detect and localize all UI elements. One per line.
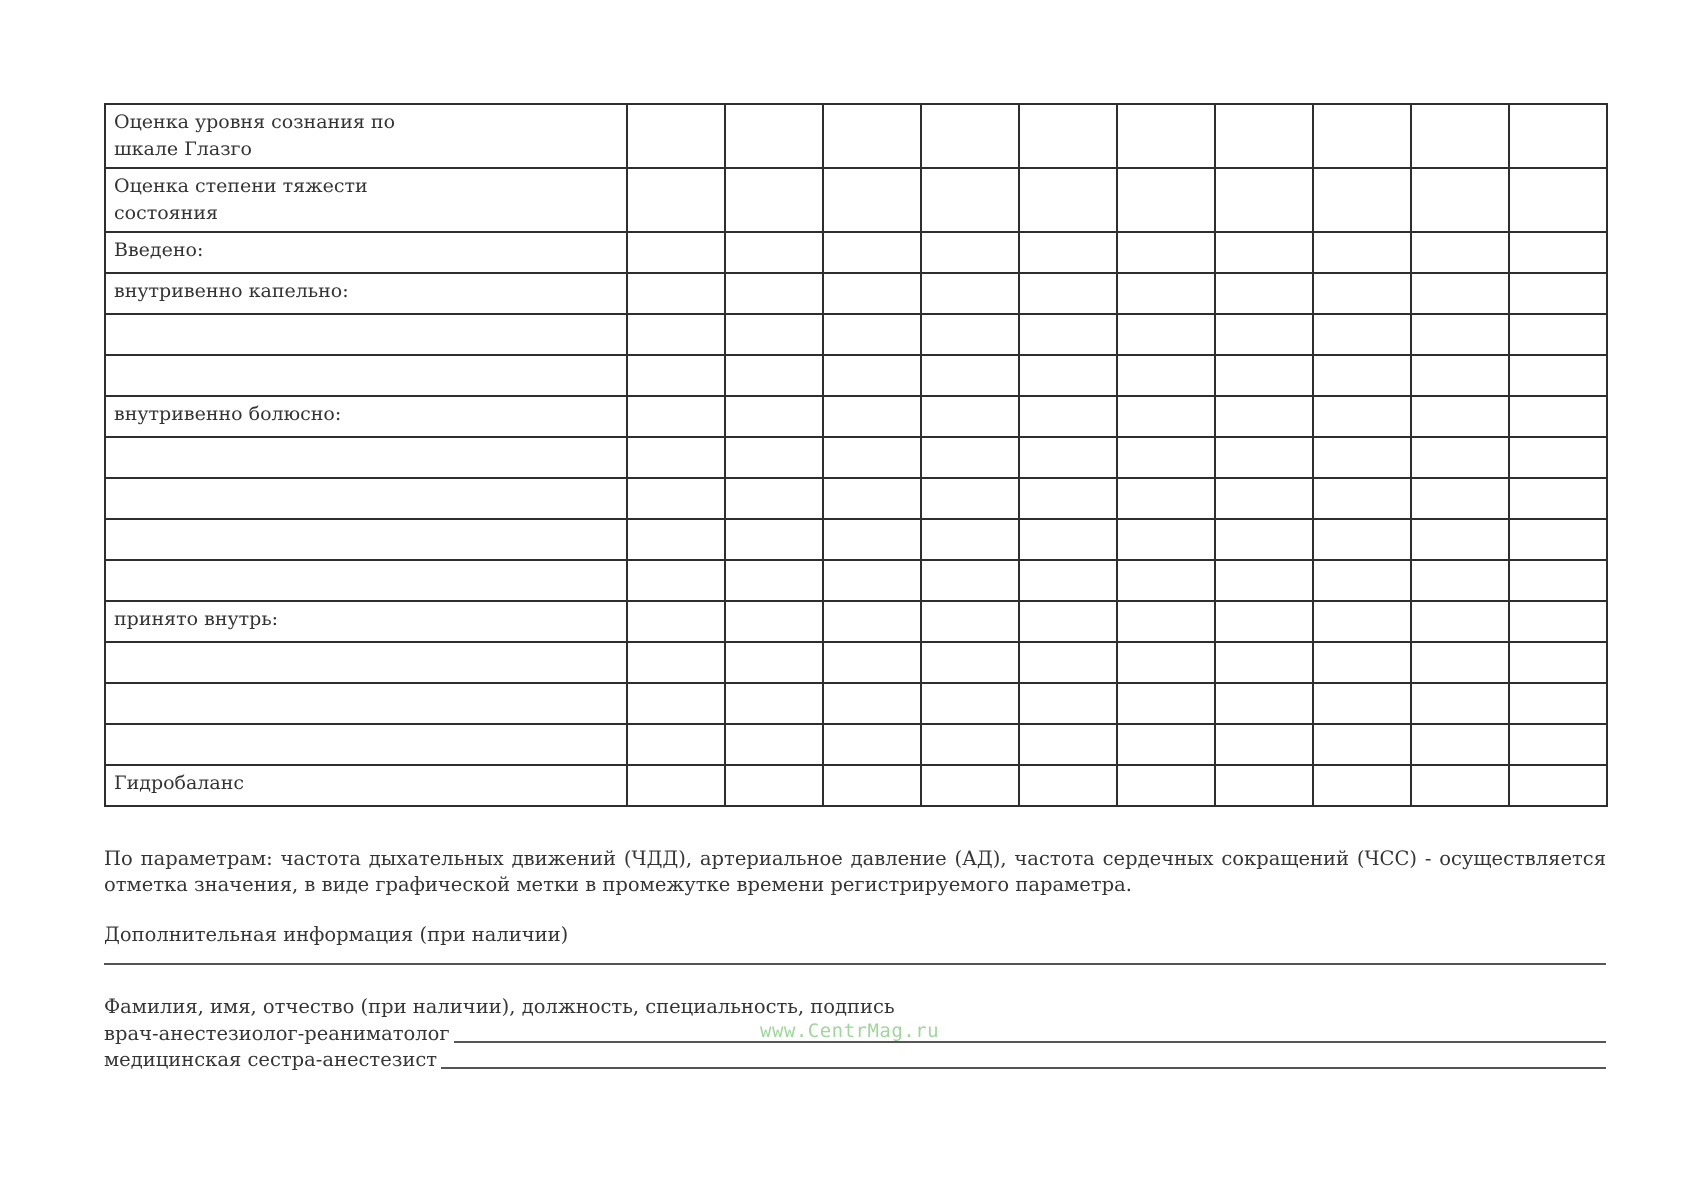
entry-cell[interactable] — [627, 601, 725, 642]
entry-cell[interactable] — [921, 601, 1019, 642]
entry-cell[interactable] — [1313, 104, 1411, 168]
entry-cell[interactable] — [921, 765, 1019, 806]
watermark: www.CentrMag.ru — [760, 1020, 940, 1042]
row-label-line: Оценка уровня сознания по — [114, 111, 396, 133]
row-label — [105, 560, 627, 601]
entry-cell[interactable] — [1019, 355, 1117, 396]
entry-cell[interactable] — [823, 519, 921, 560]
entry-cell[interactable] — [1509, 168, 1607, 232]
row-label-line: Гидробаланс — [114, 772, 245, 794]
entry-cell[interactable] — [1509, 519, 1607, 560]
entry-cell[interactable] — [1411, 683, 1509, 724]
entry-cell[interactable] — [627, 437, 725, 478]
entry-cell[interactable] — [1411, 232, 1509, 273]
entry-cell[interactable] — [1411, 437, 1509, 478]
entry-cell[interactable] — [823, 168, 921, 232]
doctor-signature-line[interactable] — [454, 1041, 1606, 1043]
table-row — [105, 519, 1607, 560]
entry-cell[interactable] — [1411, 273, 1509, 314]
entry-cell[interactable] — [627, 273, 725, 314]
entry-cell[interactable] — [1313, 642, 1411, 683]
entry-cell[interactable] — [1215, 314, 1313, 355]
entry-cell[interactable] — [1019, 168, 1117, 232]
entry-cell[interactable] — [1117, 478, 1215, 519]
entry-cell[interactable] — [1117, 683, 1215, 724]
table-row — [105, 724, 1607, 765]
entry-cell[interactable] — [1313, 724, 1411, 765]
entry-cell[interactable] — [627, 642, 725, 683]
entry-cell[interactable] — [1215, 724, 1313, 765]
entry-cell[interactable] — [1509, 396, 1607, 437]
entry-cell[interactable] — [1019, 765, 1117, 806]
entry-cell[interactable] — [1019, 396, 1117, 437]
entry-cell[interactable] — [1117, 396, 1215, 437]
entry-cell[interactable] — [1117, 314, 1215, 355]
entry-cell[interactable] — [921, 724, 1019, 765]
entry-cell[interactable] — [1019, 519, 1117, 560]
nurse-signature-label: медицинская сестра-анестезист — [104, 1048, 438, 1071]
entry-cell[interactable] — [1509, 560, 1607, 601]
entry-cell[interactable] — [627, 683, 725, 724]
doctor-signature-label: врач-анестезиолог-реаниматолог — [104, 1022, 450, 1045]
entry-cell[interactable] — [1215, 642, 1313, 683]
entry-cell[interactable] — [1313, 683, 1411, 724]
table-row — [105, 478, 1607, 519]
row-label — [105, 765, 627, 806]
entry-cell[interactable] — [1215, 560, 1313, 601]
entry-cell[interactable] — [1313, 560, 1411, 601]
entry-cell[interactable] — [725, 683, 823, 724]
table-row — [105, 314, 1607, 355]
entry-cell[interactable] — [725, 355, 823, 396]
row-label-line: принято внутрь: — [114, 608, 279, 630]
entry-cell[interactable] — [1019, 601, 1117, 642]
parameters-note: По параметрам: частота дыхательных движений (ЧДД), артериальное давление (АД), частота сердечных сокращений (ЧСС) - осуществляется отметка значения, в виде графической метки в промежутке времени регистрируемого параметра. — [104, 847, 1606, 896]
entry-cell[interactable] — [823, 314, 921, 355]
table-row — [105, 560, 1607, 601]
entry-cell[interactable] — [1117, 232, 1215, 273]
entry-cell[interactable] — [823, 765, 921, 806]
entry-cell[interactable] — [823, 642, 921, 683]
entry-cell[interactable] — [823, 437, 921, 478]
entry-cell[interactable] — [1509, 478, 1607, 519]
entry-cell[interactable] — [627, 232, 725, 273]
entry-cell[interactable] — [1411, 724, 1509, 765]
entry-cell[interactable] — [725, 396, 823, 437]
entry-cell[interactable] — [1117, 724, 1215, 765]
table-row — [105, 683, 1607, 724]
entry-cell[interactable] — [725, 765, 823, 806]
entry-cell[interactable] — [725, 724, 823, 765]
entry-cell[interactable] — [1509, 273, 1607, 314]
entry-cell[interactable] — [1117, 168, 1215, 232]
table-row — [105, 232, 1607, 273]
entry-cell[interactable] — [1117, 437, 1215, 478]
entry-cell[interactable] — [823, 232, 921, 273]
entry-cell[interactable] — [921, 273, 1019, 314]
row-label — [105, 273, 627, 314]
entry-cell[interactable] — [627, 765, 725, 806]
entry-cell[interactable] — [823, 724, 921, 765]
entry-cell[interactable] — [1411, 765, 1509, 806]
entry-cell[interactable] — [1215, 683, 1313, 724]
entry-cell[interactable] — [1509, 314, 1607, 355]
entry-cell[interactable] — [1215, 601, 1313, 642]
entry-cell[interactable] — [725, 437, 823, 478]
entry-cell[interactable] — [921, 560, 1019, 601]
entry-cell[interactable] — [1215, 273, 1313, 314]
row-label — [105, 232, 627, 273]
entry-cell[interactable] — [1215, 519, 1313, 560]
entry-cell[interactable] — [725, 273, 823, 314]
entry-cell[interactable] — [1117, 355, 1215, 396]
entry-cell[interactable] — [921, 168, 1019, 232]
entry-cell[interactable] — [725, 314, 823, 355]
table-row — [105, 104, 1607, 168]
additional-info-label: Дополнительная информация (при наличии) — [104, 923, 569, 946]
entry-cell[interactable] — [1019, 724, 1117, 765]
entry-cell[interactable] — [921, 104, 1019, 168]
entry-cell[interactable] — [725, 478, 823, 519]
entry-cell[interactable] — [1509, 765, 1607, 806]
entry-cell[interactable] — [1411, 104, 1509, 168]
entry-cell[interactable] — [1509, 355, 1607, 396]
table-row — [105, 355, 1607, 396]
nurse-signature-row — [104, 1047, 1606, 1073]
row-label-line: состояния — [114, 202, 218, 224]
entry-cell[interactable] — [1117, 642, 1215, 683]
entry-cell[interactable] — [1117, 273, 1215, 314]
row-label-line: шкале Глазго — [114, 138, 252, 160]
entry-cell[interactable] — [627, 355, 725, 396]
entry-cell[interactable] — [823, 396, 921, 437]
entry-cell[interactable] — [1117, 560, 1215, 601]
entry-cell[interactable] — [627, 104, 725, 168]
entry-cell[interactable] — [823, 273, 921, 314]
row-label — [105, 104, 627, 168]
entry-cell[interactable] — [1313, 273, 1411, 314]
entry-cell[interactable] — [1411, 355, 1509, 396]
entry-cell[interactable] — [1313, 601, 1411, 642]
entry-cell[interactable] — [627, 168, 725, 232]
entry-cell[interactable] — [921, 437, 1019, 478]
entry-cell[interactable] — [627, 396, 725, 437]
row-label — [105, 519, 627, 560]
entry-cell[interactable] — [1411, 478, 1509, 519]
table-row — [105, 642, 1607, 683]
entry-cell[interactable] — [1509, 104, 1607, 168]
entry-cell[interactable] — [1117, 104, 1215, 168]
entry-cell[interactable] — [1411, 314, 1509, 355]
entry-cell[interactable] — [921, 683, 1019, 724]
entry-cell[interactable] — [823, 104, 921, 168]
table-row — [105, 437, 1607, 478]
entry-cell[interactable] — [1411, 519, 1509, 560]
entry-cell[interactable] — [1411, 642, 1509, 683]
entry-cell[interactable] — [1019, 273, 1117, 314]
entry-cell[interactable] — [1019, 104, 1117, 168]
entry-cell[interactable] — [823, 683, 921, 724]
entry-cell[interactable] — [1313, 355, 1411, 396]
entry-cell[interactable] — [1019, 683, 1117, 724]
entry-cell[interactable] — [725, 104, 823, 168]
entry-cell[interactable] — [627, 314, 725, 355]
entry-cell[interactable] — [1215, 232, 1313, 273]
entry-cell[interactable] — [1215, 168, 1313, 232]
entry-cell[interactable] — [1215, 765, 1313, 806]
row-label-line: внутривенно болюсно: — [114, 403, 342, 425]
monitoring-table — [104, 103, 1608, 807]
entry-cell[interactable] — [921, 519, 1019, 560]
entry-cell[interactable] — [823, 560, 921, 601]
entry-cell[interactable] — [823, 478, 921, 519]
entry-cell[interactable] — [1411, 601, 1509, 642]
entry-cell[interactable] — [1117, 601, 1215, 642]
entry-cell[interactable] — [921, 355, 1019, 396]
table-row — [105, 765, 1607, 806]
entry-cell[interactable] — [1019, 478, 1117, 519]
table-row — [105, 273, 1607, 314]
entry-cell[interactable] — [627, 560, 725, 601]
entry-cell[interactable] — [1509, 724, 1607, 765]
entry-cell[interactable] — [1215, 437, 1313, 478]
row-label — [105, 642, 627, 683]
row-label — [105, 396, 627, 437]
entry-cell[interactable] — [1313, 232, 1411, 273]
entry-cell[interactable] — [725, 232, 823, 273]
entry-cell[interactable] — [1509, 642, 1607, 683]
entry-cell[interactable] — [1215, 355, 1313, 396]
nurse-signature-line[interactable] — [441, 1067, 1606, 1069]
row-label — [105, 314, 627, 355]
entry-cell[interactable] — [1019, 560, 1117, 601]
entry-cell[interactable] — [725, 642, 823, 683]
table-row — [105, 601, 1607, 642]
row-label-line: внутривенно капельно: — [114, 280, 349, 302]
table-row — [105, 168, 1607, 232]
entry-cell[interactable] — [1313, 478, 1411, 519]
entry-cell[interactable] — [627, 724, 725, 765]
row-label — [105, 724, 627, 765]
row-label — [105, 437, 627, 478]
entry-cell[interactable] — [627, 478, 725, 519]
row-label-line: Оценка степени тяжести — [114, 175, 368, 197]
table-row — [105, 396, 1607, 437]
entry-cell[interactable] — [921, 642, 1019, 683]
entry-cell[interactable] — [725, 168, 823, 232]
entry-cell[interactable] — [1215, 104, 1313, 168]
entry-cell[interactable] — [823, 601, 921, 642]
entry-cell[interactable] — [1509, 683, 1607, 724]
entry-cell[interactable] — [725, 560, 823, 601]
row-label — [105, 601, 627, 642]
signatures-title: Фамилия, имя, отчество (при наличии), должность, специальность, подпись — [104, 995, 895, 1018]
entry-cell[interactable] — [1313, 168, 1411, 232]
entry-cell[interactable] — [1411, 560, 1509, 601]
entry-cell[interactable] — [1019, 232, 1117, 273]
entry-cell[interactable] — [1019, 642, 1117, 683]
entry-cell[interactable] — [1313, 765, 1411, 806]
entry-cell[interactable] — [725, 519, 823, 560]
entry-cell[interactable] — [1215, 396, 1313, 437]
entry-cell[interactable] — [1509, 437, 1607, 478]
additional-info-line[interactable] — [104, 963, 1606, 965]
entry-cell[interactable] — [1019, 314, 1117, 355]
row-label — [105, 683, 627, 724]
entry-cell[interactable] — [1019, 437, 1117, 478]
row-label — [105, 355, 627, 396]
entry-cell[interactable] — [1509, 601, 1607, 642]
row-label — [105, 478, 627, 519]
entry-cell[interactable] — [725, 601, 823, 642]
row-label — [105, 168, 627, 232]
entry-cell[interactable] — [1313, 314, 1411, 355]
entry-cell[interactable] — [1411, 168, 1509, 232]
entry-cell[interactable] — [1313, 519, 1411, 560]
entry-cell[interactable] — [1117, 519, 1215, 560]
entry-cell[interactable] — [1215, 478, 1313, 519]
entry-cell[interactable] — [1313, 396, 1411, 437]
entry-cell[interactable] — [921, 314, 1019, 355]
entry-cell[interactable] — [921, 396, 1019, 437]
entry-cell[interactable] — [1411, 396, 1509, 437]
entry-cell[interactable] — [823, 355, 921, 396]
row-label-line: Введено: — [114, 239, 204, 261]
entry-cell[interactable] — [1117, 765, 1215, 806]
entry-cell[interactable] — [627, 519, 725, 560]
entry-cell[interactable] — [1313, 437, 1411, 478]
entry-cell[interactable] — [921, 478, 1019, 519]
entry-cell[interactable] — [921, 232, 1019, 273]
entry-cell[interactable] — [1509, 232, 1607, 273]
